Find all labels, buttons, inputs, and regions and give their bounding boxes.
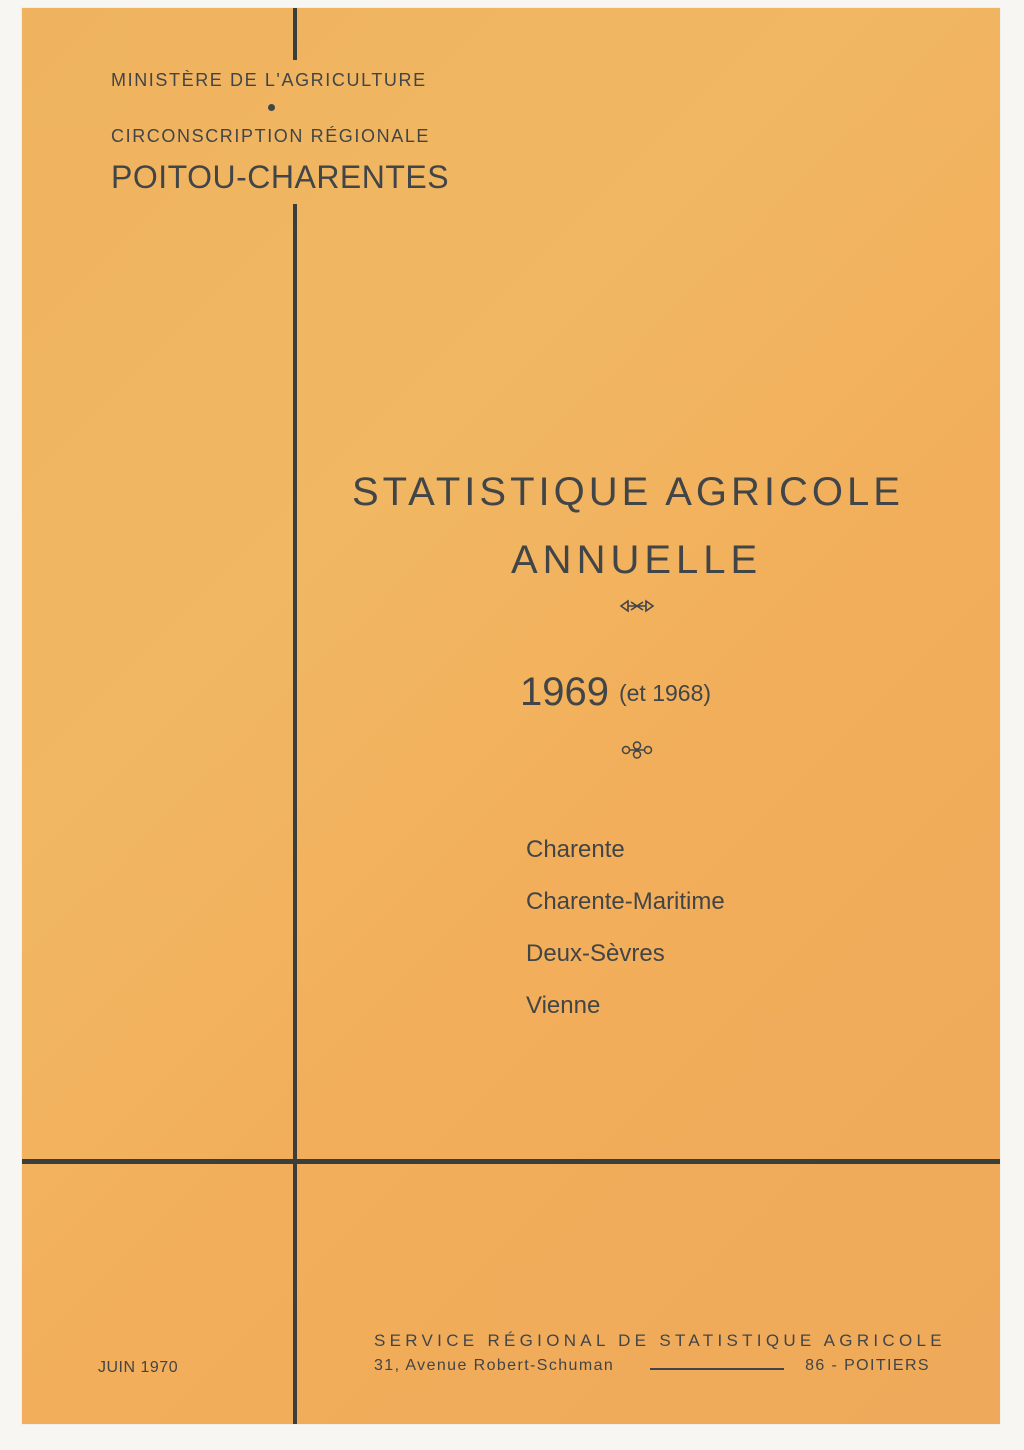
address-street: 31, Avenue Robert-Schuman (374, 1357, 615, 1374)
region-title: POITOU-CHARENTES (111, 159, 450, 195)
horizontal-rule (22, 1159, 1000, 1164)
document-title-line1: STATISTIQUE AGRICOLE (352, 470, 904, 514)
address-leader-line (650, 1368, 784, 1370)
service-name: SERVICE RÉGIONAL DE STATISTIQUE AGRICOLE (374, 1331, 946, 1350)
department-item: Charente-Maritime (526, 888, 725, 915)
circonscription-label: CIRCONSCRIPTION RÉGIONALE (111, 126, 431, 146)
department-item: Deux-Sèvres (526, 940, 665, 967)
department-item: Charente (526, 836, 625, 863)
address-line (374, 1357, 930, 1377)
vertical-rule-main (293, 204, 297, 1424)
year-extra: (et 1968) (618, 680, 712, 706)
bullet-dot-icon (268, 104, 275, 111)
document-cover (22, 8, 1000, 1424)
ornament-knot-icon (620, 740, 654, 765)
document-title-line2: ANNUELLE (511, 538, 763, 582)
address-city: 86 - POITIERS (805, 1357, 930, 1374)
publication-date: JUIN 1970 (98, 1359, 179, 1376)
vertical-rule-top (293, 8, 297, 60)
year-main: 1969 (520, 670, 609, 714)
ministry-label: MINISTÈRE DE L'AGRICULTURE (111, 70, 427, 90)
year-heading (520, 670, 711, 715)
department-item: Vienne (526, 992, 601, 1019)
ornament-bow-icon (619, 598, 655, 619)
